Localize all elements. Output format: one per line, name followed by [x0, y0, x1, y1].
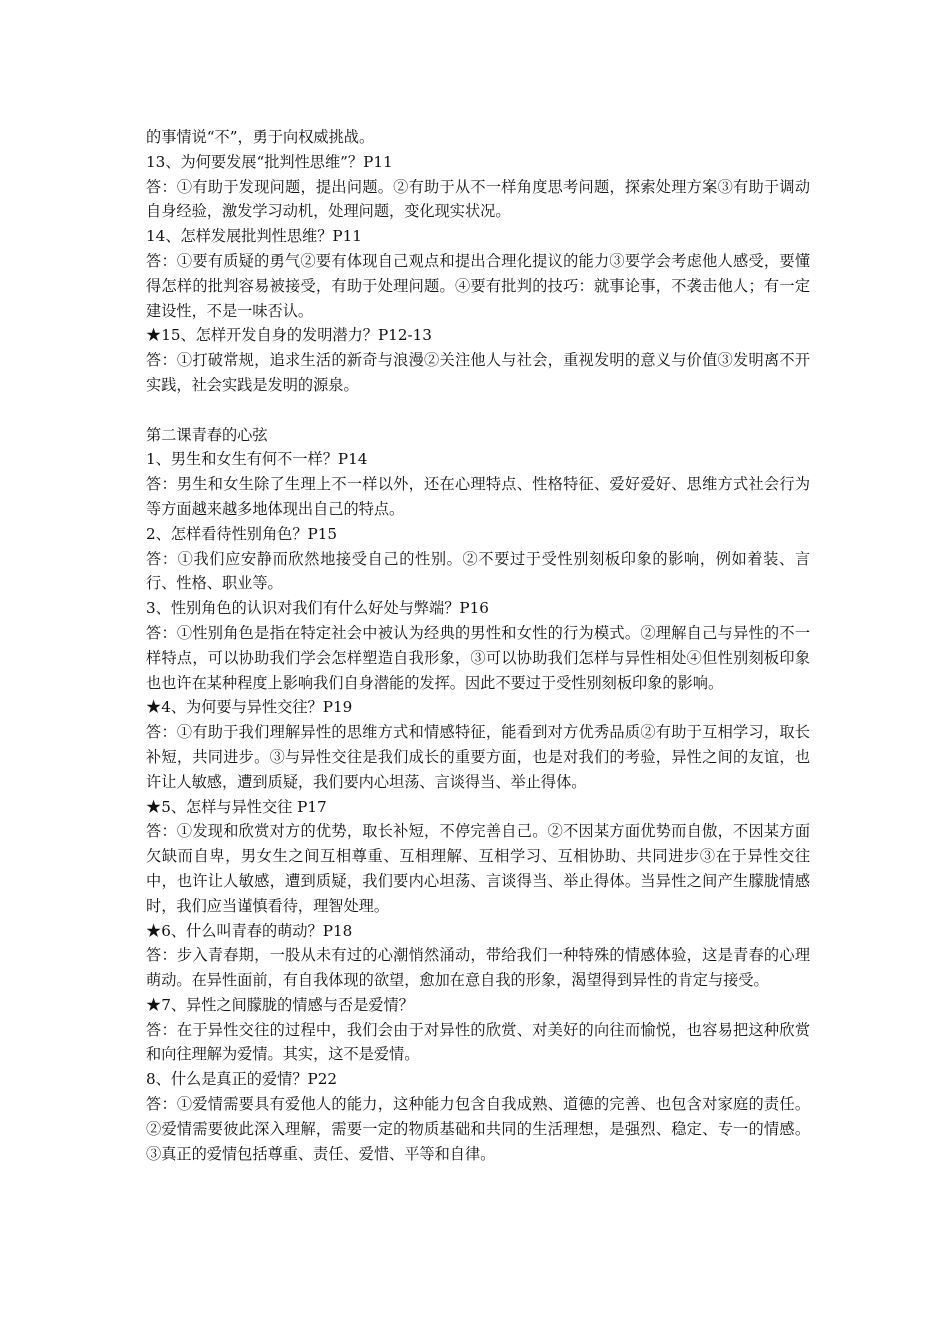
- question-14: 14、怎样发展批判性思维？P11: [146, 227, 362, 246]
- answer-14: 答：①要有质疑的勇气②要有体现自己观点和提出合理化提议的能力③要学会考虑他人感受，要懂得怎样的批判容易被接受，有助于处理问题。④要有批判的技巧：就事论事，不袭击他人；有一定建设性，不是一味否认。: [146, 251, 810, 320]
- answer-13: 答：①有助于发现问题，提出问题。②有助于从不一样角度思考问题，探索处理方案③有助于调动自身经验，激发学习动机，处理问题，变化现实状况。: [146, 177, 810, 221]
- question-7: ★7、异性之间朦胧的情感与否是爱情？: [146, 995, 414, 1014]
- answer-2: 答：①我们应安静而欣然地接受自己的性别。②不要过于受性别刻板印象的影响，例如着装、言行、性格、职业等。: [146, 549, 810, 593]
- question-6: ★6、什么叫青春的萌动？P18: [146, 921, 353, 940]
- answer-5: 答：①发现和欣赏对方的优势，取长补短，不停完善自己。②不因某方面优势而自傲，不因某方面欠缺而自卑，男女生之间互相尊重、互相理解、互相学习、互相协助、共同进步③在于异性交往中，也许让人敏感，遭到质疑，我们要内心坦荡、言谈得当、举止得体。当异性之间产生朦胧情感时，我们应当谨慎看待，理智处理。: [146, 822, 810, 915]
- question-15: ★15、怎样开发自身的发明潜力？P12-13: [146, 326, 432, 345]
- answer-3: 答：①性别角色是指在特定社会中被认为经典的男性和女性的行为模式。②理解自己与异性的不一样特点，可以协助我们学会怎样塑造自我形象，③可以协助我们怎样与异性相处④但性别刻板印象也也许在某种程度上影响我们自身潜能的发挥。因此不要过于受性别刻板印象的影响。: [146, 623, 810, 692]
- question-5: ★5、怎样与异性交往 P17: [146, 797, 327, 816]
- answer-6: 答：步入青春期，一股从未有过的心潮悄然涌动，带给我们一种特殊的情感体验，这是青春的心理萌动。在异性面前，有自我体现的欲望，愈加在意自我的形象，渴望得到异性的肯定与接受。: [146, 946, 810, 990]
- question-13: 13、为何要发展“批判性思维”？P11: [146, 152, 393, 171]
- answer-15: 答：①打破常规，追求生活的新奇与浪漫②关注他人与社会，重视发明的意义与价值③发明离不开实践，社会实践是发明的源泉。: [146, 351, 810, 394]
- text-line: 的事情说“不”，勇于向权威挑战。: [146, 128, 375, 146]
- answer-4: 答：①有助于我们理解异性的思维方式和情感特征，能看到对方优秀品质②有助于互相学习，取长补短，共同进步。③与异性交往是我们成长的重要方面，也是对我们的考验，异性之间的友谊，也许让人敏感，遭到质疑，我们要内心坦荡、言谈得当、举止得体。: [146, 723, 810, 791]
- question-3: 3、性别角色的认识对我们有什么好处与弊端？P16: [146, 599, 489, 618]
- answer-8: 答：①爱情需要具有爱他人的能力，这种能力包含自我成熟、道德的完善、也包含对家庭的责任。②爱情需要彼此深入理解，需要一定的物质基础和共同的生活理想，是强烈、稳定、专一的情感。③真正的爱情包括尊重、责任、爱惜、平等和自律。: [146, 1095, 810, 1163]
- blank-line: [146, 398, 810, 423]
- question-8: 8、什么是真正的爱情？P22: [146, 1070, 338, 1089]
- question-1: 1、男生和女生有何不一样？P14: [146, 450, 368, 469]
- answer-7: 答：在于异性交往的过程中，我们会由于对异性的欣赏、对美好的向往而愉悦，也容易把这种欣赏和向往理解为爱情。其实，这不是爱情。: [146, 1020, 810, 1064]
- question-4: ★4、为何要与异性交往？P19: [146, 698, 353, 717]
- section-title: 第二课青春的心弦: [146, 425, 268, 444]
- question-2: 2、怎样看待性别角色？P15: [146, 524, 338, 543]
- answer-1: 答：男生和女生除了生理上不一样以外，还在心理特点、性格特征、爱好爱好、思维方式社会行为等方面越来越多地体现出自己的特点。: [146, 475, 810, 518]
- document-body: [146, 125, 810, 1166]
